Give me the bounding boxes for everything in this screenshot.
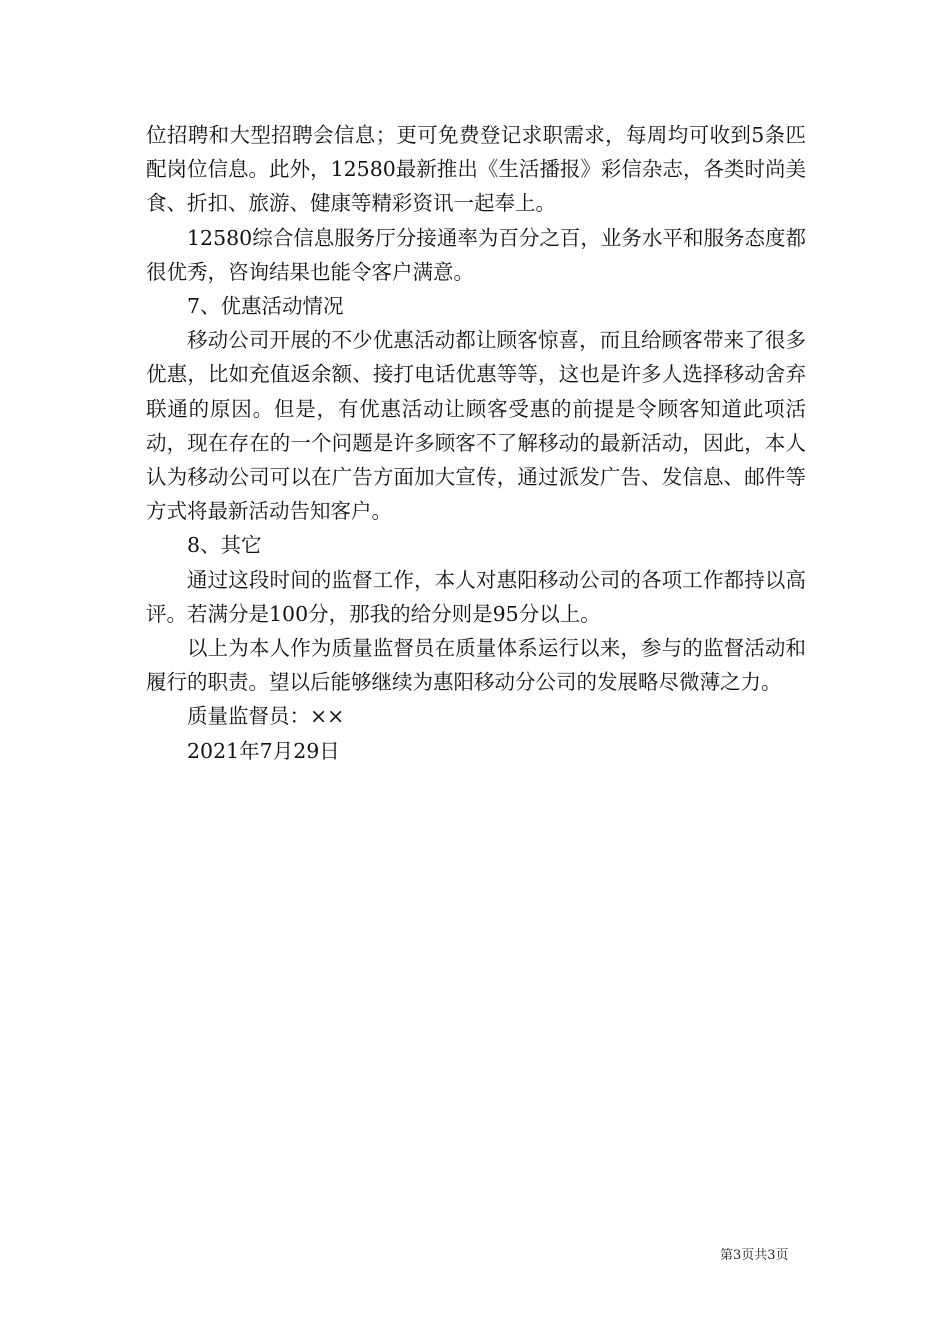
date-line: 2021年7月29日 [187,738,340,763]
paragraph-evaluation: 通过这段时间的监督工作，本人对惠阳移动公司的各项工作都持以高评。若满分是100分，那我的给分则是95分以上。 [146,567,806,626]
section-heading-promotions: 7、优惠活动情况 [187,294,344,319]
page-number-footer: 第3页共3页 [720,1248,789,1263]
paragraph-12580-service: 12580综合信息服务厅分接通率为百分之百，业务水平和服务态度都很优秀，咨询结果也能令客户满意。 [146,225,806,284]
paragraph-conclusion: 以上为本人作为质量监督员在质量体系运行以来，参与的监督活动和履行的职责。望以后能够继续为惠阳移动分公司的发展略尽微薄之力。 [146,636,806,695]
paragraph-continued: 位招聘和大型招聘会信息；更可免费登记求职需求，每周均可收到5条匹配岗位信息。此外，12580最新推出《生活播报》彩信杂志，各类时尚美食、折扣、旅游、健康等精彩资讯一起奉上。 [146,123,806,216]
document-body [146,118,806,768]
section-heading-other: 8、其它 [187,533,262,558]
paragraph-promotions: 移动公司开展的不少优惠活动都让顾客惊喜，而且给顾客带来了很多优惠，比如充值返余额、接打电话优惠等等，这也是许多人选择移动舍弃联通的原因。但是，有优惠活动让顾客受惠的前提是令顾客知道此项活动，现在存在的一个问题是许多顾客不了解移动的最新活动，因此，本人认为移动公司可以在广告方面加大宣传，通过派发广告、发信息、邮件等方式将最新活动告知客户。 [146,328,806,524]
signature-line: 质量监督员：×× [187,704,345,729]
